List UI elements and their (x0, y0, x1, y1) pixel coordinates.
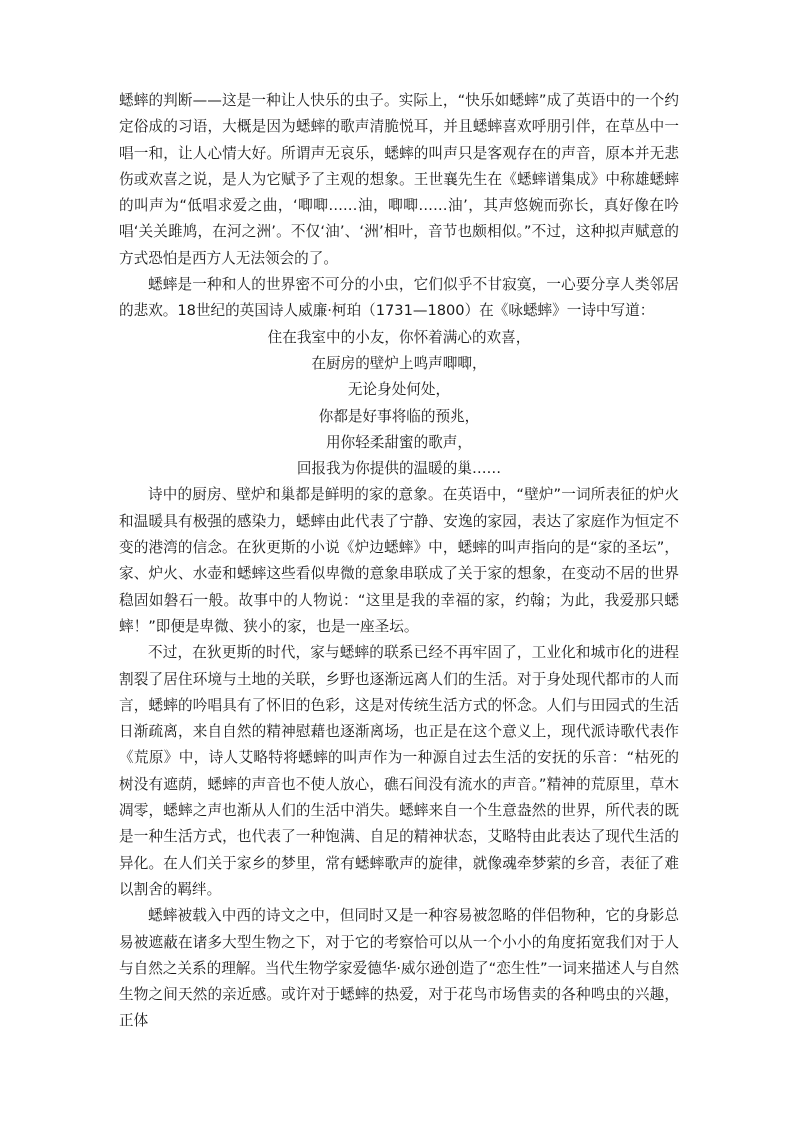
paragraph-1: 蟋蟀的判断——这是一种让人快乐的虫子。实际上，“快乐如蟋蟀”成了英语中的一个约定俗成的习语，大概是因为蟋蟀的歌声清脆悦耳，并且蟋蟀喜欢呼朋引伴，在草丛中一唱一和，让人心情大好。所谓声无哀乐，蟋蟀的叫声只是客观存在的声音，原本并无悲伤或欢喜之说，是人为它赋予了主观的想象。王世襄先生在《蟋蟀谱集成》中称雄蟋蟀的叫声为“低唱求爱之曲，‘唧唧……油，唧唧……油’，其声悠婉而弥长，真好像在吟唱‘关关雎鸠，在河之洲’。不仅‘油’、‘洲’相叶，音节也颇相似。”不过，这种拟声赋意的方式恐怕是西方人无法领会的了。 (119, 92, 679, 267)
paragraph-5: 蟋蟀被载入中西的诗文之中，但同时又是一种容易被忽略的伴侣物种，它的身影总易被遮蔽在诸多大型生物之下，对于它的考察恰可以从一个小小的角度拓宽我们对于人与自然之关系的理解。当代生物学家爱德华·威尔逊创造了“恋生性”一词来描述人与自然生物之间天然的亲近感。或许对于蟋蟀的热爱，对于花鸟市场售卖的各种鸣虫的兴趣，正体 (119, 907, 679, 1030)
paragraph-4: 不过，在狄更斯的时代，家与蟋蟀的联系已经不再牢固了，工业化和城市化的进程割裂了居住环境与土地的关联，乡野也逐渐远离人们的生活。对于身处现代都市的人而言，蟋蟀的吟唱具有了怀旧的色彩，这是对传统生活方式的怀念。人们与田园式的生活日渐疏离，来自自然的精神慰藉也逐渐离场，也正是在这个意义上，现代派诗歌代表作《荒原》中，诗人艾略特将蟋蟀的叫声作为一种源自过去生活的安抚的乐音：“枯死的树没有遮荫，蟋蟀的声音也不使人放心，礁石间没有流水的声音。”精神的荒原里，草木凋零，蟋蟀之声也渐从人们的生活中消失。蟋蟀来自一个生意盎然的世界，所代表的既是一种生活方式，也代表了一种饱满、自足的精神状态，艾略特由此表达了现代生活的异化。在人们关于家乡的梦里，常有蟋蟀歌声的旋律，就像魂牵梦萦的乡音，表征了难以割舍的羁绊。 (119, 644, 679, 898)
article-body (119, 88, 679, 1035)
poem-line-3: 无论身处何处， (347, 381, 451, 399)
paragraph-2: 蟋蟀是一种和人的世界密不可分的小虫，它们似乎不甘寂寞，一心要分享人类邻居的悲欢。18世纪的英国诗人威廉·柯珀（1731—1800）在《咏蟋蟀》一诗中写道： (119, 276, 679, 320)
poem-line-2: 在厨房的壁炉上鸣声唧唧， (311, 354, 487, 372)
poem-block (119, 325, 679, 483)
poem-line-6: 回报我为你提供的温暖的巢…… (296, 460, 502, 478)
poem-line-1: 住在我室中的小友，你怀着满心的欢喜， (267, 328, 531, 346)
poem-line-5: 用你轻柔甜蜜的歌声， (326, 433, 472, 451)
poem-line-4: 你都是好事将临的预兆， (318, 407, 480, 425)
paragraph-3: 诗中的厨房、壁炉和巢都是鲜明的家的意象。在英语中，“壁炉”一词所表征的炉火和温暖具有极强的感染力，蟋蟀由此代表了宁静、安逸的家园，表达了家庭作为恒定不变的港湾的信念。在狄更斯的小说《炉边蟋蟀》中，蟋蟀的叫声指向的是“家的圣坛”，家、炉火、水壶和蟋蟀这些看似卑微的意象串联成了关于家的想象，在变动不居的世界稳固如磐石一般。故事中的人物说：“这里是我的幸福的家，约翰；为此，我爱那只蟋蟀！”即便是卑微、狭小的家，也是一座圣坛。 (119, 486, 679, 635)
